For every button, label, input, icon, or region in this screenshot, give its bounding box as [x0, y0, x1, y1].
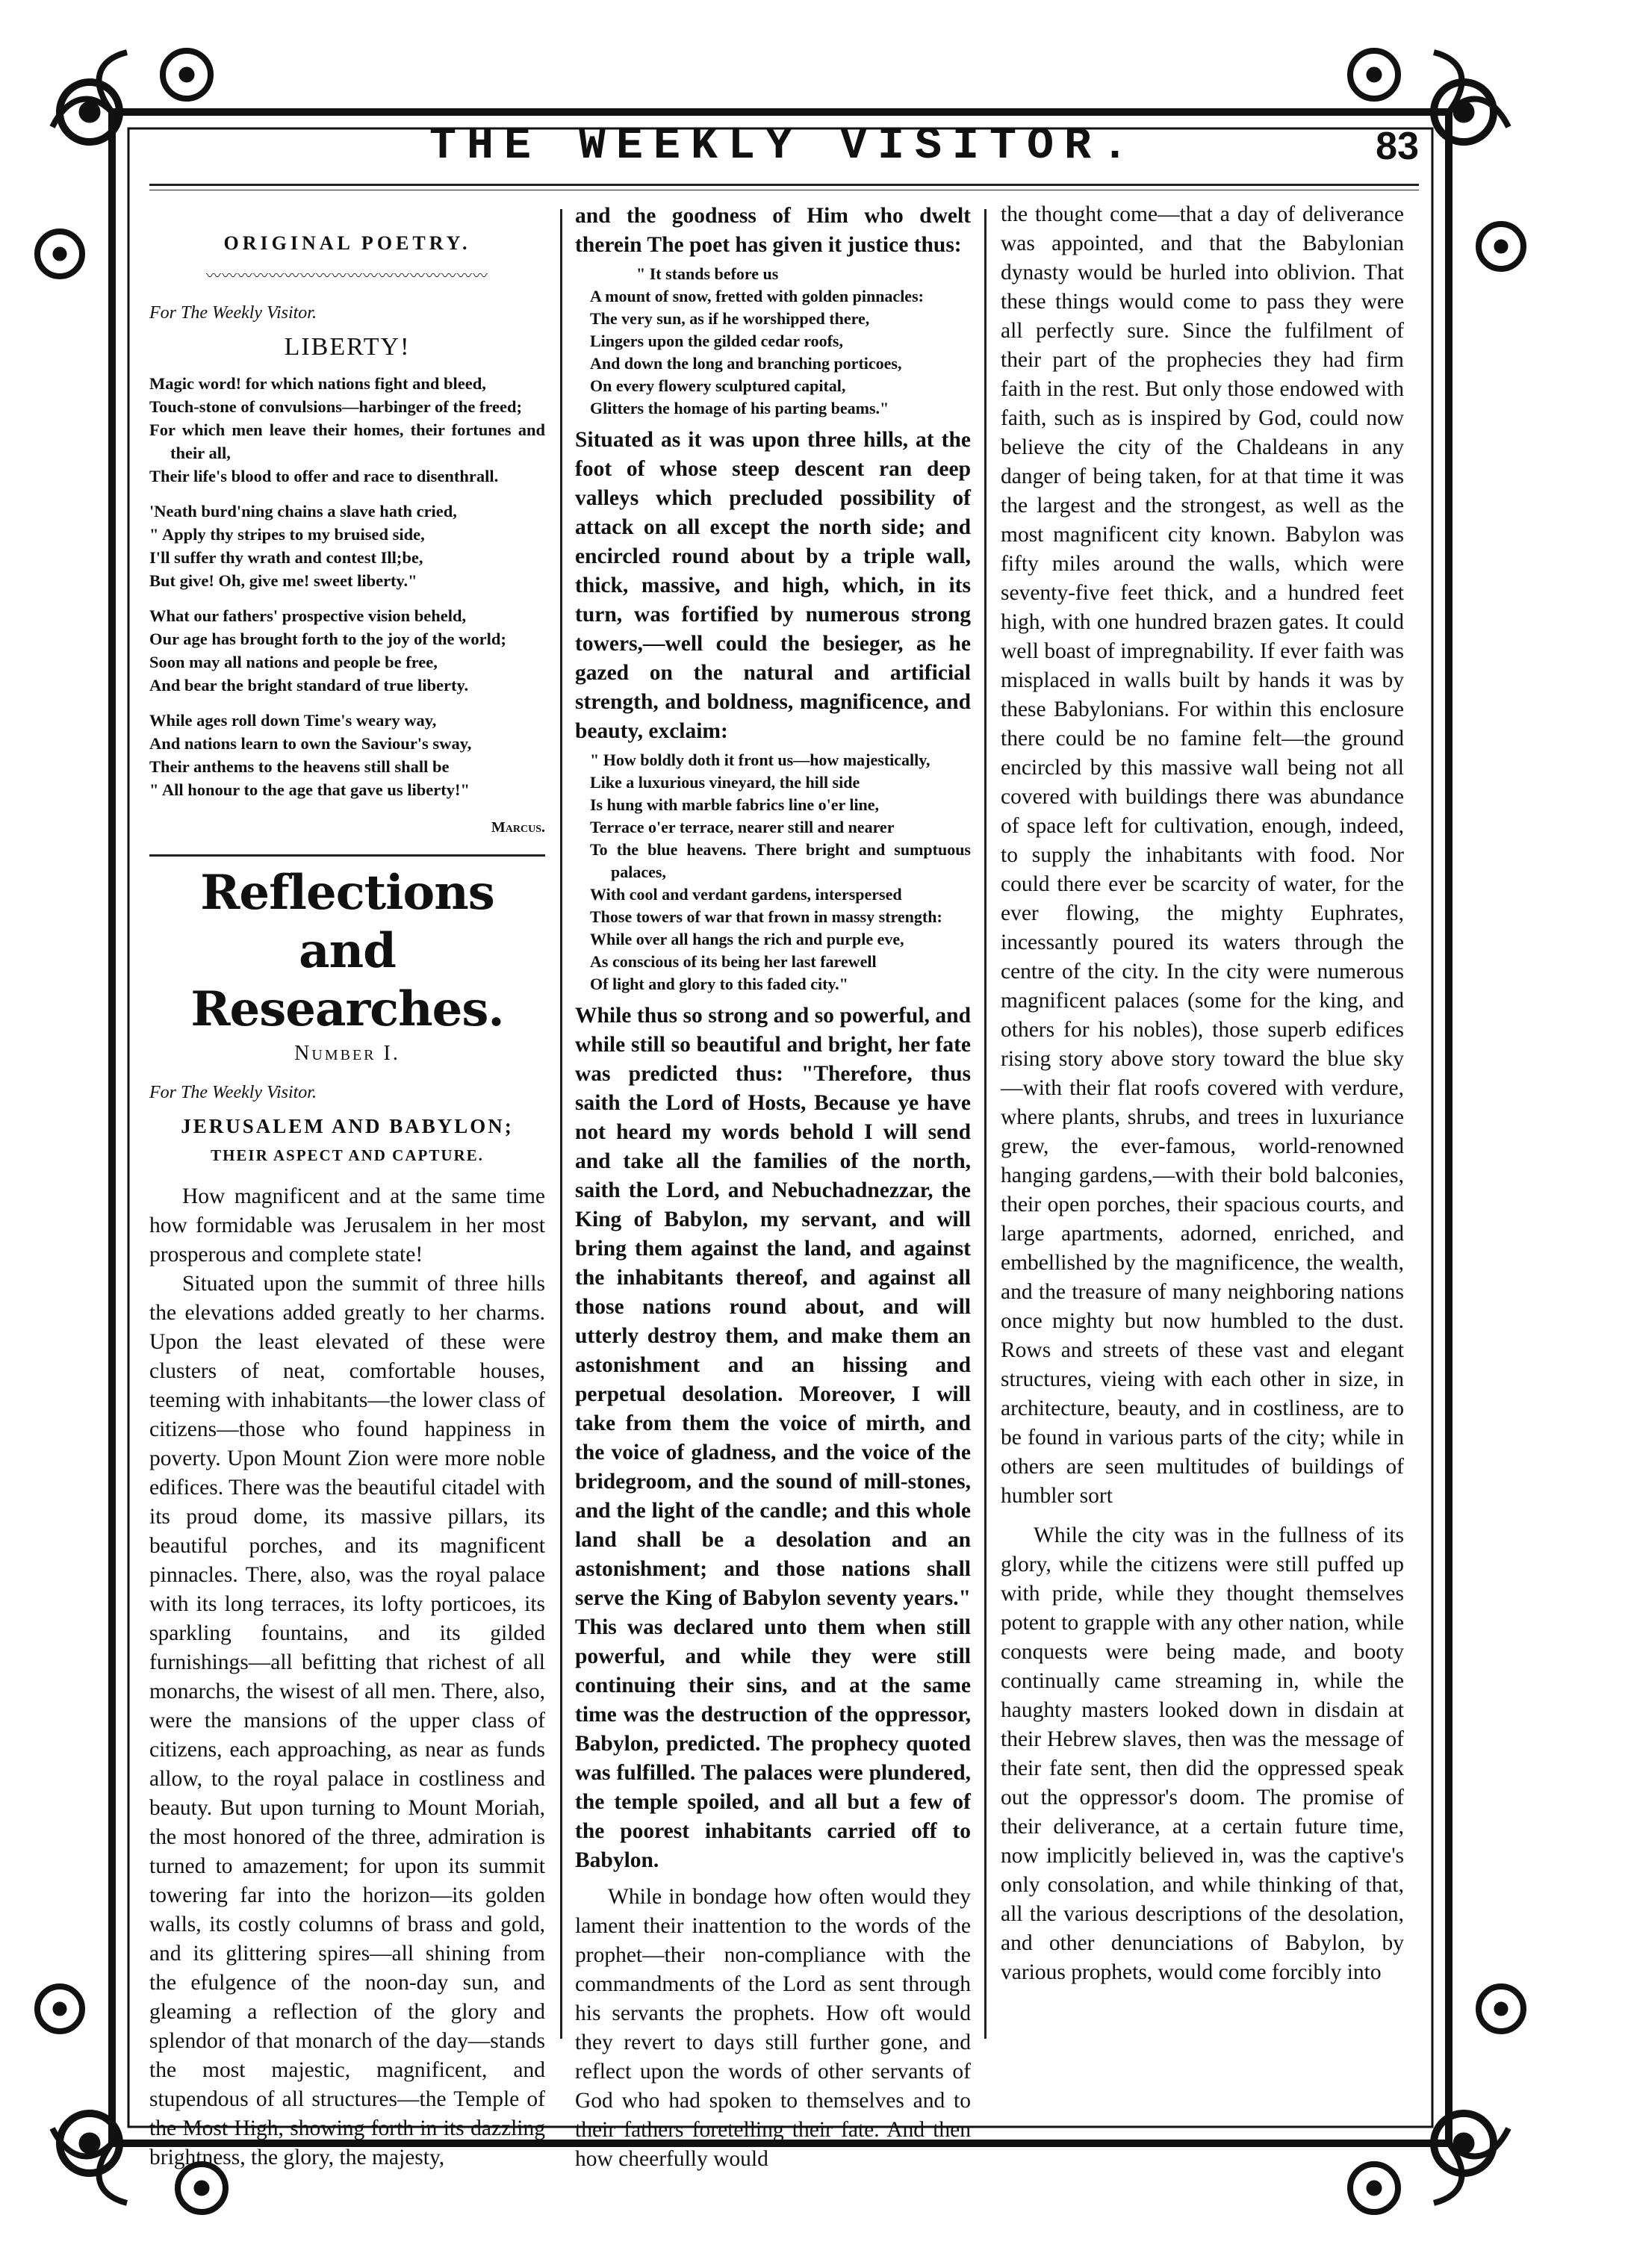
block-quote [575, 263, 971, 420]
verse-line: Magic word! for which nations fight and bleed, [149, 374, 486, 393]
poem-body [149, 372, 545, 801]
quote-line: Those towers of war that frown in massy strength: [590, 907, 942, 926]
poem-signature: Marcus. [491, 819, 545, 836]
verse-line: But give! Oh, give me! sweet liberty." [149, 571, 417, 590]
quote-line: The very sun, as if he worshipped there, [590, 309, 870, 328]
paragraph: the thought come—that a day of deliverance was appointed, and that the Babylonian dynasty would be hurled into oblivion. That these things would come to pass they were all perfectly sure. Since the fulfilment of their part of the prophecies they had firm faith in the rest. But only those endowed with faith, such as is inspired by God, could now believe the city of the Chaldeans in any danger of being taken, for at that time it was the largest and the strongest, as well as the most magnificent city known. Babylon was fifty miles around the walls, which were seventy-five feet thick, and a hundred feet high, with one hundred brazen gates. It could well boast of impregnability. If ever faith was misplaced in walls built by hands it was by these Babylonians. For within this enclosure there could be no famine felt—the ground encircled by this massive wall being not all covered with buildings there was abundance of space left for cultivation, enough, indeed, to supply the inhabitants with food. Nor could there ever be scarcity of water, for the ever flowing, the mighty Euphrates, incessantly poured its waters through the centre of the city. In the city were numerous magnificent palaces (some for the king, and others for his nobles), those superb edifices rising story above story toward the blue sky—with their flat roofs covered with verdure, where plants, shrubs, and trees in luxuriance grew, the ever-famous, world-renowned hanging gardens,—with their bold balconies, their open porches, their spacious courts, and large apartments, adorned, enriched, and embellished by the magnificence, the wealth, and the treasure of many neighboring nations once mighty but now humbled to the dust. Rows and streets of these vast and elegant structures, vieing with each other in size, in architecture, beauty, and in costliness, are to be found in various parts of the city; while in others are seen multitudes of buildings of humbler sort [1001, 202, 1404, 1508]
column-rule-2 [984, 209, 987, 2039]
series-number: Number I. [294, 1042, 400, 1065]
masthead: THE WEEKLY VISITOR. [429, 121, 1140, 172]
header-rule [149, 184, 1419, 186]
verse-line: And bear the bright standard of true liberty. [149, 676, 469, 695]
verse-line: What our fathers' prospective vision beheld, [149, 606, 467, 625]
quote-line: Glitters the homage of his parting beams." [590, 399, 889, 417]
verse-line: Soon may all nations and people be free, [149, 653, 438, 671]
quote-line: As conscious of its being her last farewell [590, 952, 877, 971]
page-number: 83 [1376, 125, 1419, 168]
paragraph: While thus so strong and so powerful, and while still so beautiful and bright, her fate was predicted thus: "Therefore, thus saith the Lord of Hosts, Because ye have not heard my words behold I will send and take all the families of the north, saith the Lord, and Nebuchadnezzar, the King of Babylon, my servant, and will bring them against the land, and against the inhabitants thereof, and against all those nations round about, and will utterly destroy them, and make them an astonishment and an hissing and perpetual desolation. Moreover, I will take from them the voice of mirth, and the voice of gladness, and the voice of the bridegroom, and the sound of mill-stones, and the light of the candle; and this whole land shall be a desolation and an astonishment; and those nations shall serve the King of Babylon seventy years." This was declared unto them when still powerful, and while they were still continuing their sins, and at the same time was the destruction of the oppressor, Babylon, predicted. The prophecy quoted was fulfilled. The palaces were plundered, the temple spoiled, and all but a few of the poorest inhabitants carried off to Babylon. [575, 1004, 971, 1872]
paragraph: While the city was in the fullness of its glory, while the citizens were still puffed up with pride, while they thought themselves potent to grapple with any other nation, while conquests were being made, and booty continually came streaming in, while the haughty masters looked down in disdain at their Hebrew slaves, then was the message of their fate sent, then did the oppressed speak out the oppressor's doom. The promise of their deliverance, at a certain future time, now implicitly believed in, was the captive's only consolation, and while thinking of that, all the various descriptions of the desolation, and other denunciations of Babylon, by various prophets, would come forcibly into [1001, 1523, 1404, 1984]
poetry-section-title: ORIGINAL POETRY. [223, 232, 471, 254]
verse-line: " Apply thy stripes to my bruised side, [149, 525, 425, 544]
poetry-byline: For The Weekly Visitor. [149, 303, 317, 323]
article-subtitle: THEIR ASPECT AND CAPTURE. [211, 1146, 484, 1164]
wavy-divider: 〰〰〰〰〰〰〰〰〰〰〰〰〰〰〰〰〰〰 [206, 268, 488, 285]
quote-line: Terrace o'er terrace, nearer still and nearer [590, 818, 895, 836]
verse-line: Their life's blood to offer and race to disenthrall. [149, 467, 499, 485]
series-title: Reflections and Researches. [190, 865, 504, 1037]
quote-line: Lingers upon the gilded cedar roofs, [590, 332, 843, 350]
column-1 [149, 217, 545, 2169]
quote-line: Of light and glory to this faded city." [590, 975, 848, 993]
paragraph: Situated upon the summit of three hills the elevations added greatly to her charms. Upon the least elevated of these were clusters of neat, comfortable houses, teeming with inhabitants—the lower class of citizens—those who found happiness in poverty. Upon Mount Zion were more noble edifices. There was the beautiful citadel with its proud dome, its massive pillars, its beautiful porches, and its magnificent pinnacles. There, also, was the royal palace with its long terraces, its lofty porticoes, its sparkling fountains, and its gilded furnishings—all befitting that richest of all monarchs, the wisest of all men. There, also, were the mansions of the upper class of citizens, each approaching, as near as funds allow, to the royal palace in costliness and beauty. But upon turning to Mount Moriah, the most honored of the three, admiration is turned to amazement; for upon its summit towering far into the horizon—its golden walls, its costly columns of brass and gold, and its glittering spires—all shining from the efulgence of the noon-day sun, and gleaming a reflection of the glory and splendor of that monarch of the day—stands the most majestic, magnificent, and stupendous of all structures—the Temple of the Most High, showing forth in its dazzling brightness, the glory, the majesty, [149, 1272, 545, 2169]
column-3 [1001, 200, 1404, 2022]
stanza [149, 604, 545, 697]
quote-line: Is hung with marble fabrics line o'er line, [590, 795, 880, 814]
quote-line: A mount of snow, fretted with golden pinnacles: [590, 287, 924, 305]
paragraph: How magnificent and at the same time how formidable was Jerusalem in her most prosperous and complete state! [149, 1184, 545, 1267]
quote-line: With cool and verdant gardens, interspersed [590, 885, 902, 904]
page-header [149, 121, 1419, 172]
column-2 [575, 202, 971, 2171]
verse-line: Their anthems to the heavens still shall be [149, 757, 450, 776]
quote-line: To the blue heavens. There bright and sumptuous palaces, [590, 840, 971, 881]
verse-line: Touch-stone of convulsions—harbinger of the freed; [149, 397, 522, 416]
paragraph: While in bondage how often would they lament their inattention to the words of the prophet—their non-compliance with the commandments of the Lord as sent through his servants the prophets. How oft would they revert to days still further gone, and reflect upon the words of other servants of God who had spoken to themselves and to their fathers foretelling their fate. And then how cheerfully would [575, 1885, 971, 2171]
quote-line: And down the long and branching porticoes, [590, 354, 902, 373]
stanza [149, 500, 545, 592]
verse-line: While ages roll down Time's weary way, [149, 711, 437, 730]
quote-line: While over all hangs the rich and purple eve, [590, 930, 904, 948]
stanza [149, 372, 545, 488]
verse-line: Our age has brought forth to the joy of the world; [149, 630, 506, 648]
article-title: JERUSALEM AND BABYLON; [181, 1115, 514, 1137]
paragraph: Situated as it was upon three hills, at the foot of whose steep descent ran deep valleys which precluded possibility of attack on all except the north side; and encircled round about by a triple wall, thick, massive, and high, which, in its turn, was fortified by numerous strong towers,—well could the besieger, as he gazed on the natural and artificial strength, and boldness, magnificence, and beauty, exclaim: [575, 428, 971, 743]
quote-line: " It stands before us [636, 264, 779, 283]
block-quote [575, 749, 971, 995]
article-byline: For The Weekly Visitor. [149, 1083, 317, 1102]
verse-line: And nations learn to own the Saviour's sway, [149, 734, 472, 753]
poem-title: LIBERTY! [284, 333, 411, 361]
verse-line: " All honour to the age that gave us liberty!" [149, 780, 470, 799]
paragraph: and the goodness of Him who dwelt therein The poet has given it justice thus: [575, 204, 971, 257]
quote-line: Like a luxurious vineyard, the hill side [590, 773, 860, 792]
column-rule-1 [560, 209, 562, 2039]
quote-line: " How boldly doth it front us—how majestically, [590, 751, 930, 769]
verse-line: 'Neath burd'ning chains a slave hath cried, [149, 502, 457, 521]
section-divider [149, 854, 545, 857]
stanza [149, 709, 545, 801]
quote-line: On every flowery sculptured capital, [590, 376, 846, 395]
verse-line: For which men leave their homes, their fortunes and their all, [149, 420, 545, 462]
verse-line: I'll suffer thy wrath and contest Ill;be, [149, 548, 423, 567]
